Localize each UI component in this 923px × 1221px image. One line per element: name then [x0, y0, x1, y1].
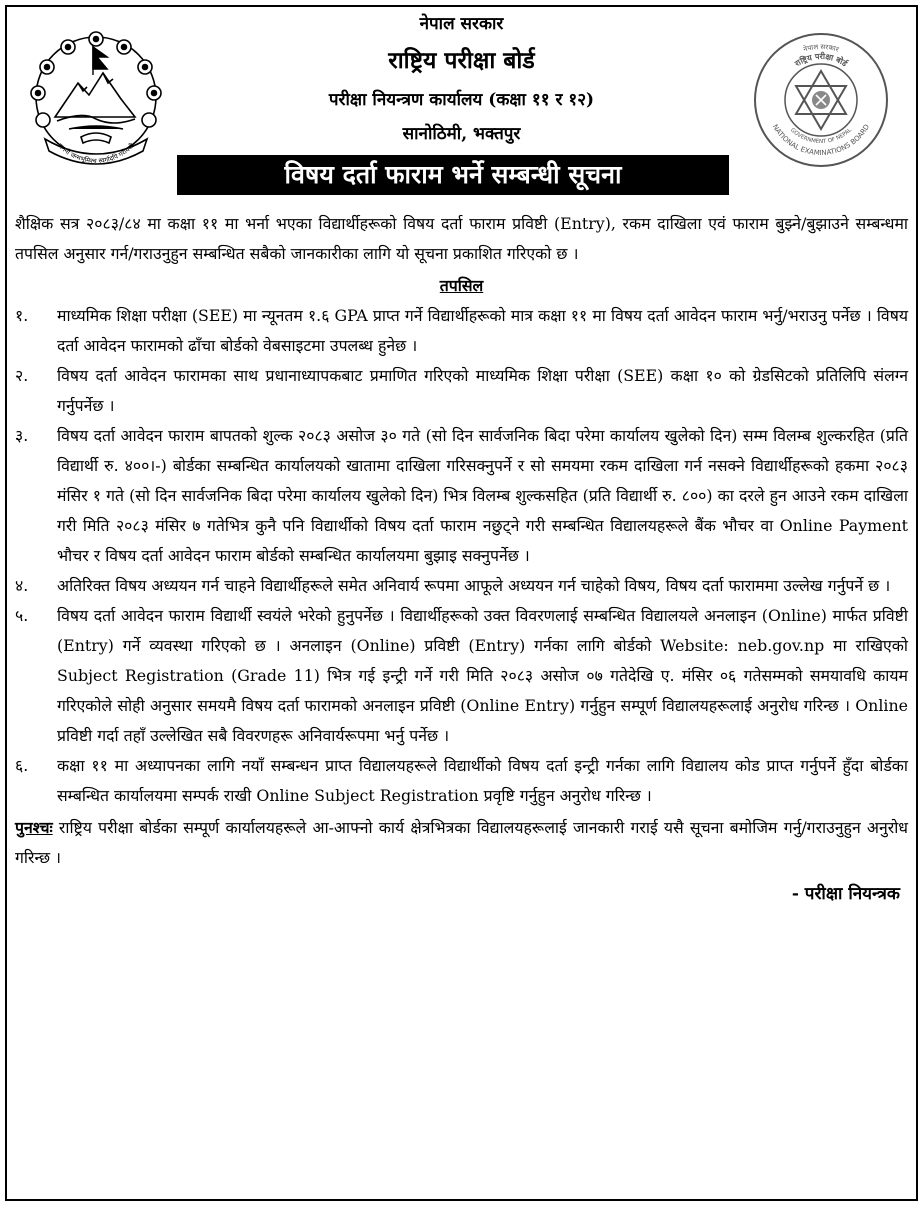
- item-text: कक्षा ११ मा अध्यापनका लागि नयाँ सम्बन्धन प्राप्त विद्यालयहरूले विद्यार्थीको विषय दर्ता इन्ट्री गर्नका लागि विद्यालय कोड प्राप्त गर्नुपर्ने हुँदा बोर्डका सम्बन्धित कार्यालयमा सम्पर्क राखी Online Subject Registration प्रवृष्टि गर्नुहुन अनुरोध गरिन्छ ।: [57, 756, 908, 805]
- item-number: ४.: [15, 576, 29, 595]
- intro-paragraph: शैक्षिक सत्र २०८३/८४ मा कक्षा ११ मा भर्ना भएका विद्यार्थीहरूको विषय दर्ता फाराम प्रविष्टी (Entry), रकम दाखिला एवं फाराम बुझ्ने/बुझाउने सम्बन्धमा तपसिल अनुसार गर्न/गराउनुहुन सम्बन्धित सबैको जानकारीका लागि यो सूचना प्रकाशित गरिएको छ ।: [15, 214, 908, 263]
- office-name: परीक्षा नियन्त्रण कार्यालय (कक्षा ११ र १२): [328, 90, 595, 110]
- svg-text:नेपाल सरकार: नेपाल सरकार: [802, 42, 840, 54]
- item-text: माध्यमिक शिक्षा परीक्षा (SEE) मा न्यूनतम १.६ GPA प्राप्त गर्ने विद्यार्थीहरूको मात्र कक्षा ११ मा विषय दर्ता आवेदन फाराम भर्नु/भराउनु पर्नेछ । विषय दर्ता आवेदन फारामको ढाँचा बोर्डको वेबसाइटमा उपलब्ध हुनेछ ।: [57, 306, 908, 355]
- list-item: [15, 301, 908, 361]
- notice-header: [7, 7, 916, 209]
- item-number: १.: [15, 306, 29, 325]
- svg-text:जननी जन्मभूमिश्च स्वर्गादपि गर: जननी जन्मभूमिश्च स्वर्गादपि गरीयसी: [56, 141, 136, 165]
- board-name: राष्ट्रिय परीक्षा बोर्ड: [388, 47, 535, 74]
- signature: - परीक्षा नियन्त्रक: [791, 884, 900, 904]
- item-number: ६.: [15, 756, 29, 775]
- list-item: [15, 601, 908, 751]
- item-text: विषय दर्ता आवेदन फारामका साथ प्रधानाध्यापकबाट प्रमाणित गरिएको माध्यमिक शिक्षा परीक्षा (SEE) कक्षा १० को ग्रेडसिटको प्रतिलिपि संलग्न गर्नुपर्नेछ ।: [57, 366, 908, 415]
- item-number: २.: [15, 366, 29, 385]
- notice-page: [5, 5, 918, 1201]
- neb-seal-icon: [748, 27, 894, 173]
- list-item: [15, 571, 908, 601]
- item-text: विषय दर्ता आवेदन फाराम विद्यार्थी स्वयंले भरेको हुनुपर्नेछ । विद्यार्थीहरूको उक्त विवरणलाई सम्बन्धित विद्यालयले अनलाइन (Online) मार्फत प्रविष्टी (Entry) गर्ने व्यवस्था गरिएको छ । अनलाइन (Online) प्रविष्टी (Entry) गर्नका लागि बोर्डको Website: neb.gov.np मा राखिएको Subject Registration (Grade 11) भित्र गई इन्ट्री गर्ने गरी मिति २०८३ असोज ०७ गतेदेखि ए. मंसिर ०६ गतेसम्मको समयावधि कायम गरिएकोले सोही अनुसार समयमै विषय दर्ता फारामको अनलाइन प्रविष्टी (Online Entry) गर्नुहुन सम्पूर्ण विद्यालयहरूलाई अनुरोध गरिन्छ । Online प्रविष्टी गर्दा तहाँ उल्लेखित सबै विवरणहरू अनिवार्यरूपमा भर्नु पर्नेछ ।: [57, 606, 909, 745]
- item-text: अतिरिक्त विषय अध्ययन गर्न चाहने विद्यार्थीहरूले समेत अनिवार्य रूपमा आफूले अध्ययन गर्न चाहेको विषय, विषय दर्ता फाराममा उल्लेख गर्नुपर्ने छ ।: [57, 576, 891, 595]
- government-name: नेपाल सरकार: [419, 14, 504, 34]
- item-number: ५.: [15, 606, 29, 625]
- svg-text:राष्ट्रिय परीक्षा बोर्ड: राष्ट्रिय परीक्षा बोर्ड: [793, 51, 849, 69]
- item-text: विषय दर्ता आवेदन फाराम बापतको शुल्क २०८३ असोज ३० गते (सो दिन सार्वजनिक बिदा परेमा कार्यालय खुलेको दिन) सम्म विलम्ब शुल्करहित (प्रति विद्यार्थी रु. ४००।-) बोर्डका सम्बन्धित कार्यालयको खातामा दाखिला गरिसक्नुपर्ने र सो समयमा रकम दाखिला गर्न नसक्ने विद्यार्थीहरूको हकमा २०८३ मंसिर १ गते (सो दिन सार्वजनिक बिदा परेमा कार्यालय खुलेको दिन) भित्र विलम्ब शुल्कसहित (प्रति विद्यार्थी रु. ८००) का दरले हुन आउने रकम दाखिला गरी मिति २०८३ मंसिर ७ गतेभित्र कुनै पनि विद्यार्थीको विषय दर्ता फाराम नछुट्ने गरी सम्बन्धित विद्यालयहरूले बैंक भौचर वा Online Payment भौचर र विषय दर्ता आवेदन फाराम बोर्डको सम्बन्धित कार्यालयमा बुझाइ सक्नुपर्नेछ ।: [57, 426, 909, 565]
- list-item: [15, 751, 908, 811]
- svg-text:GOVERNMENT OF NEPAL: GOVERNMENT OF NEPAL: [789, 127, 853, 146]
- postscript-text: राष्ट्रिय परीक्षा बोर्डका सम्पूर्ण कार्यालयहरूले आ-आफ्नो कार्य क्षेत्रभित्रका विद्यालयहरूलाई जानकारी गराई यसै सूचना बमोजिम गर्नु/गराउनुहुन अनुरोध गरिन्छ ।: [15, 818, 909, 867]
- list-item: [15, 361, 908, 421]
- notice-body: [7, 209, 916, 909]
- details-list: [15, 301, 908, 811]
- office-location: सानोठिमी, भक्तपुर: [402, 124, 521, 144]
- postscript-label: पुनश्चः: [15, 818, 53, 837]
- details-heading: तपसिल: [439, 276, 484, 295]
- notice-title: विषय दर्ता फाराम भर्ने सम्बन्धी सूचना: [177, 155, 729, 195]
- svg-text:NATIONAL EXAMINATIONS BOARD: NATIONAL EXAMINATIONS BOARD: [770, 123, 872, 158]
- list-item: [15, 421, 908, 571]
- postscript: [15, 813, 908, 873]
- item-number: ३.: [15, 426, 29, 445]
